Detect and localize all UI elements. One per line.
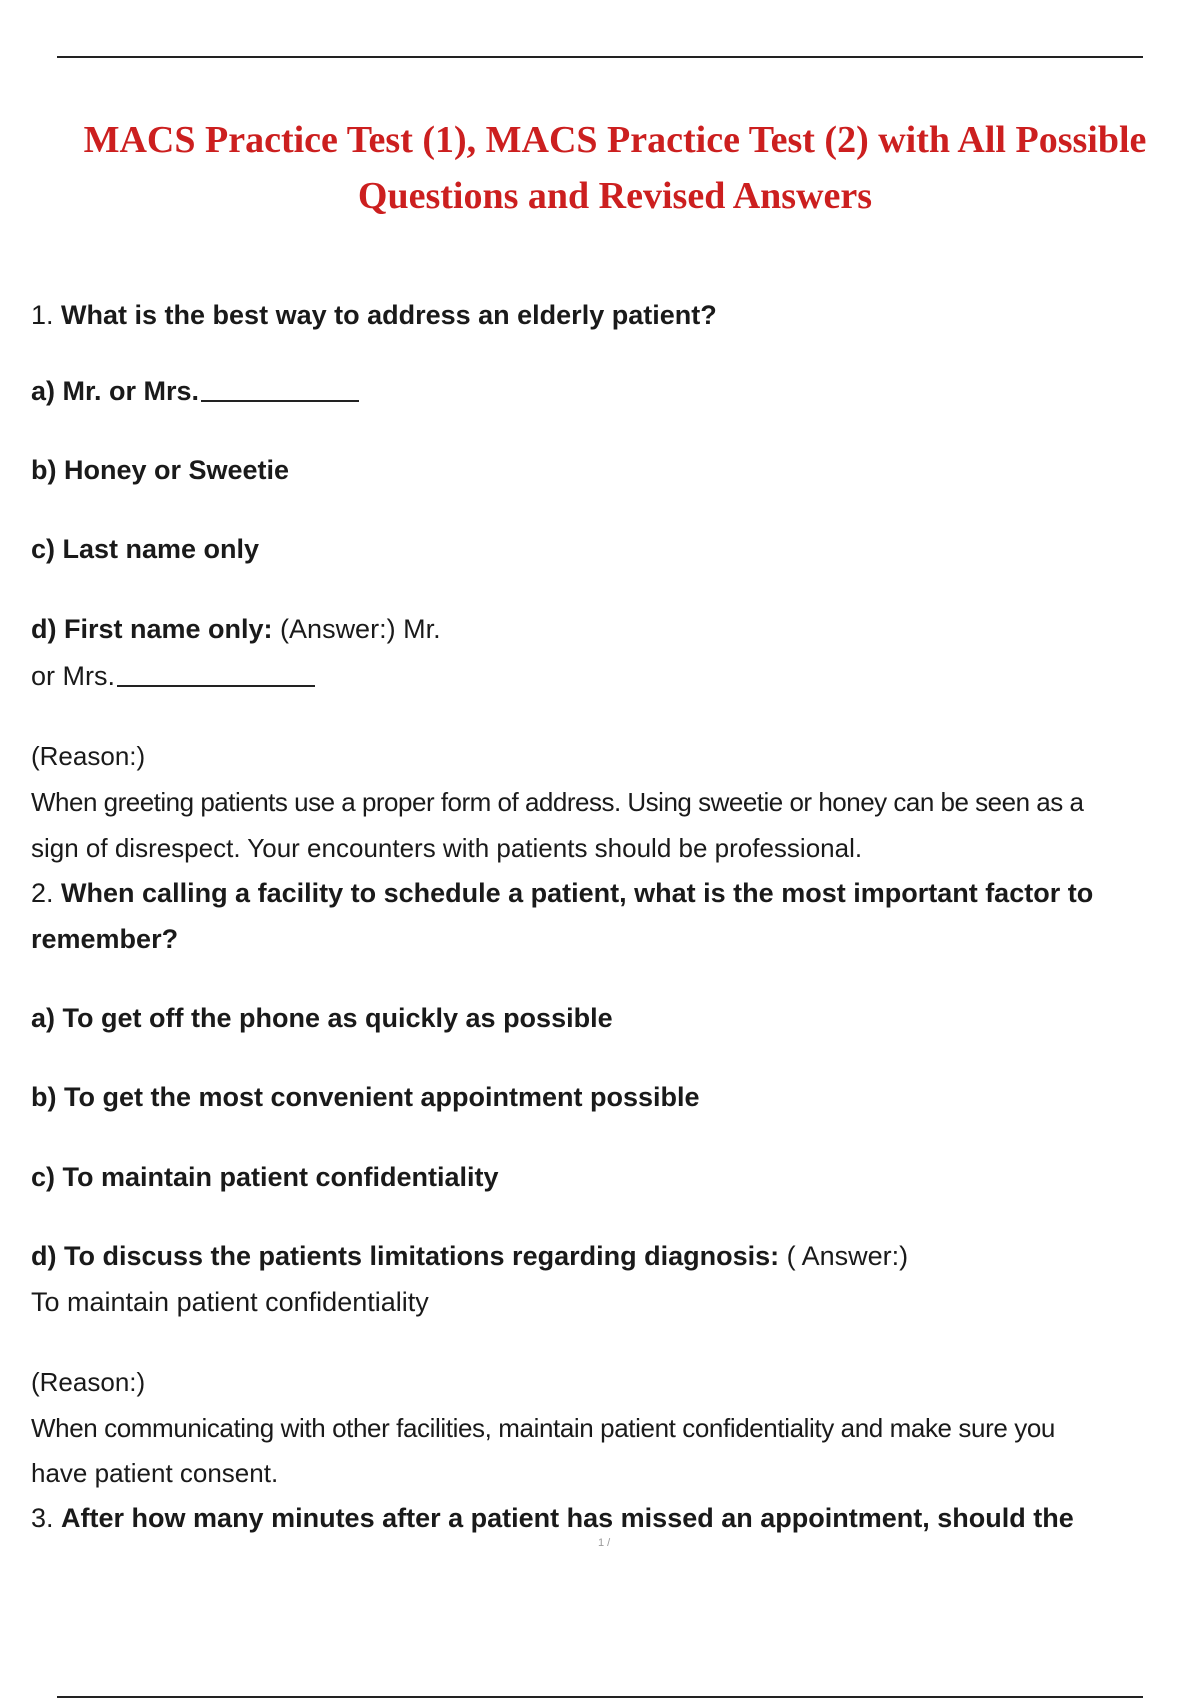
- option-d: [31, 1239, 908, 1273]
- title-line-2: Questions and Revised Answers: [357, 175, 873, 217]
- option-c: [31, 532, 259, 566]
- option-text: a) Mr. or Mrs.: [31, 376, 200, 406]
- option-text: d) First name only:: [31, 614, 273, 644]
- document-title: [30, 112, 1200, 224]
- option-text: b) To get the most convenient appointment possible: [31, 1082, 700, 1112]
- question-text: remember?: [31, 924, 179, 954]
- question-2-continuation: [31, 922, 178, 956]
- option-text: c) Last name only: [31, 534, 260, 564]
- bottom-rule: [57, 1696, 1143, 1698]
- question-2: [31, 876, 1093, 910]
- option-text: c) To maintain patient confidentiality: [31, 1162, 499, 1192]
- question-text: What is the best way to address an elderly patient?: [61, 300, 717, 330]
- reason-text-line-2: have patient consent.: [31, 1458, 279, 1488]
- option-b: [31, 1080, 700, 1114]
- answer-text: To maintain patient confidentiality: [31, 1287, 429, 1317]
- answer-text: Mr.: [403, 614, 441, 644]
- answer-continuation: [31, 659, 315, 693]
- option-text: b) Honey or Sweetie: [31, 455, 290, 485]
- answer-text: or Mrs.: [31, 661, 115, 691]
- option-a: [31, 1001, 613, 1035]
- question-number: 1.: [31, 300, 54, 330]
- fill-in-blank: [117, 685, 315, 687]
- page-number: 1 /: [598, 1537, 611, 1549]
- question-3: [31, 1501, 1074, 1535]
- top-rule: [57, 56, 1143, 58]
- answer-label: (Answer:): [280, 614, 396, 644]
- option-text: d) To discuss the patients limitations regarding diagnosis:: [31, 1241, 780, 1271]
- answer-continuation: [31, 1285, 429, 1319]
- title-line-1: MACS Practice Test (1), MACS Practice Test (2) with All Possible: [83, 119, 1147, 161]
- reason-text-line-1: When greeting patients use a proper form of address. Using sweetie or honey can be seen as a: [31, 787, 1084, 817]
- reason-label: (Reason:): [31, 741, 146, 771]
- answer-label: ( Answer:): [786, 1241, 909, 1271]
- fill-in-blank: [201, 400, 359, 402]
- option-text: a) To get off the phone as quickly as possible: [31, 1003, 613, 1033]
- question-number: 2.: [31, 878, 54, 908]
- option-c: [31, 1160, 499, 1194]
- reason-text-line-1: When communicating with other facilities, maintain patient confidentiality and make sure you: [31, 1413, 1055, 1443]
- option-d: [31, 612, 441, 646]
- reason-text-line-2: sign of disrespect. Your encounters with patients should be professional.: [31, 833, 863, 863]
- reason-label: (Reason:): [31, 1367, 146, 1397]
- question-text: When calling a facility to schedule a patient, what is the most important factor to: [61, 878, 1094, 908]
- question-1: [31, 298, 717, 332]
- option-b: [31, 453, 289, 487]
- option-a: [31, 374, 359, 408]
- question-number: 3.: [31, 1503, 54, 1533]
- question-text: After how many minutes after a patient has missed an appointment, should the: [61, 1503, 1074, 1533]
